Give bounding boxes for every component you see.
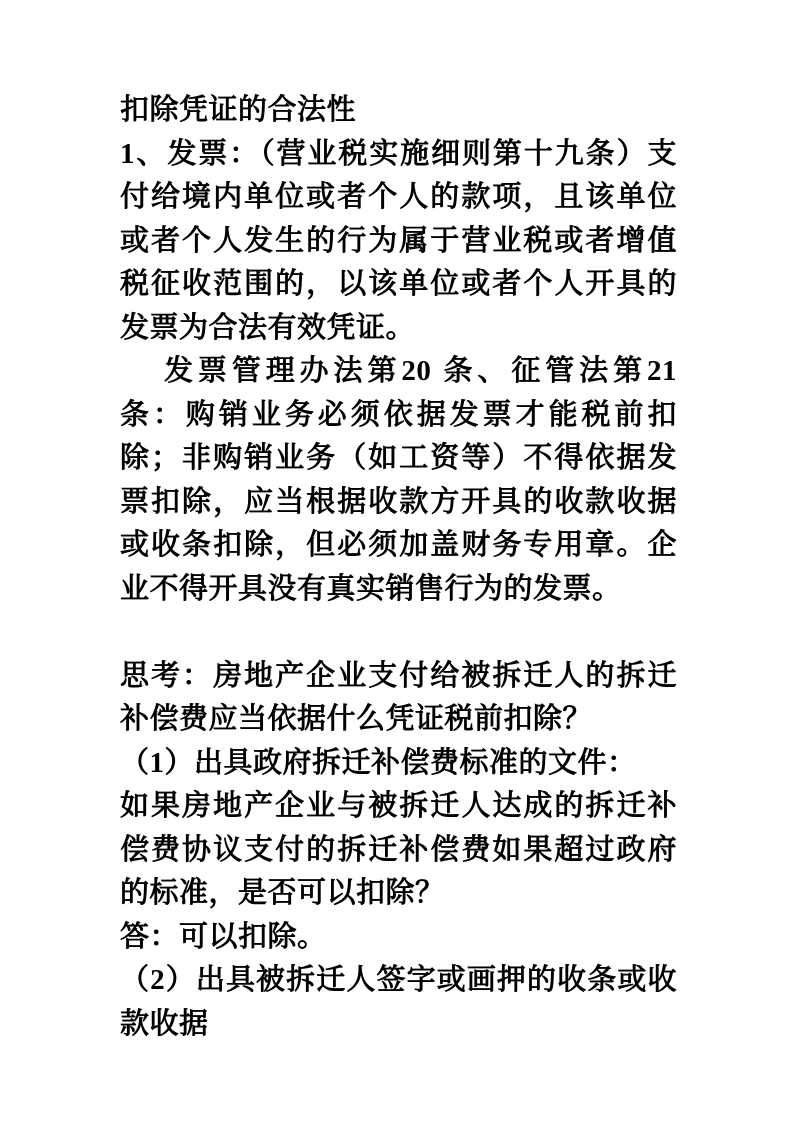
paragraph-invoice-management-law: 发票管理办法第20 条、征管法第21 条：购销业务必须依据发票才能税前扣除；非购销业务（如工资等）不得依据发票扣除，应当根据收款方开具的收款收据或收条扣除，但必须加盖财务专用章。企业不得开具没有真实销售行为的发票。 xyxy=(120,355,677,605)
paragraph-item-1: （1）出具政府拆迁补偿费标准的文件： xyxy=(120,746,637,779)
paragraph-item-1-detail: 如果房地产企业与被拆迁人达成的拆迁补偿费协议支付的拆迁补偿费如果超过政府的标准，是否可以扣除？ xyxy=(120,790,677,909)
paragraph-answer: 答：可以扣除。 xyxy=(120,920,327,953)
document-text-block xyxy=(120,89,677,1046)
paragraph-invoice-rule: 1、发票：（营业税实施细则第十九条）支付给境内单位或者个人的款项，且该单位或者个人发生的行为属于营业税或者增值税征收范围的，以该单位或者个人开具的发票为合法有效凭证。 xyxy=(120,137,677,344)
paragraph-item-2: （2）出具被拆迁人签字或画押的收条或收款收据 xyxy=(120,964,677,1040)
paragraph-question: 思考：房地产企业支付给被拆迁人的拆迁补偿费应当依据什么凭证税前扣除？ xyxy=(120,659,677,735)
document-heading: 扣除凭证的合法性 xyxy=(120,94,357,126)
